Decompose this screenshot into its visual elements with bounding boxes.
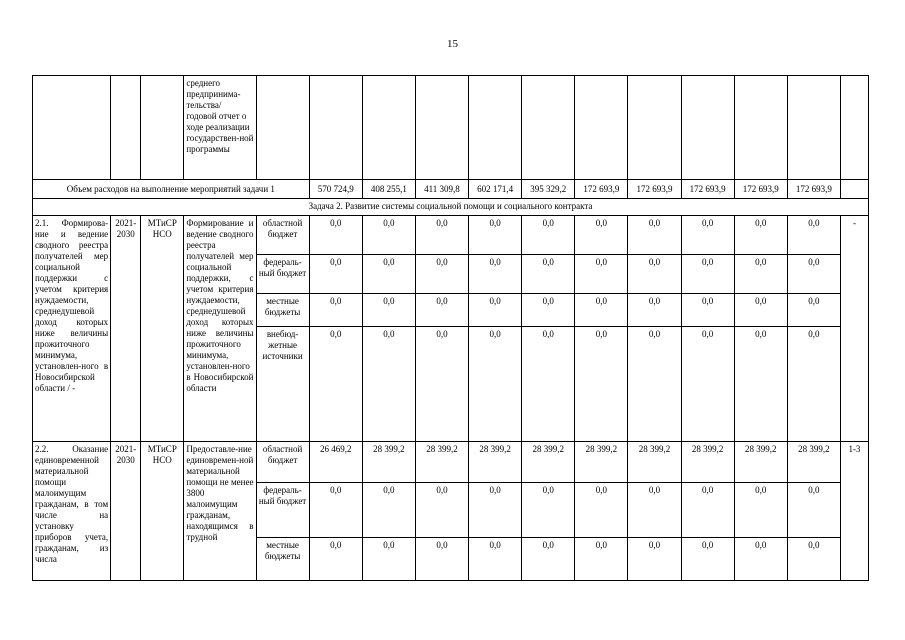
value-cell: 0,0 [469,538,522,581]
source-label: областной бюджет [256,216,309,255]
value-cell: 0,0 [522,255,575,294]
value-cell: 172 693,9 [575,180,628,199]
task-2-title: Задача 2. Развитие системы социальной помощи и социального контракта [33,199,869,216]
value-cell: 0,0 [787,216,840,255]
task-2-row [33,199,869,216]
item-2-2-description: Предоставле-ние единовремен-ной материальной помощи не менее 3800 малоимущим гражданам, находящимся в трудной [184,442,256,581]
target-indicator: 1-3 [840,442,868,581]
value-cell: 28 399,2 [415,442,468,483]
table-row [33,442,869,483]
value-cell: 0,0 [469,255,522,294]
value-cell: 0,0 [734,538,787,581]
table-row [33,76,869,180]
page-number: 15 [447,38,458,50]
value-cell: 602 171,4 [469,180,522,199]
value-cell: 28 399,2 [734,442,787,483]
value-cell: 0,0 [309,483,362,538]
value-cell: 28 399,2 [787,442,840,483]
value-cell: 0,0 [362,255,415,294]
value-cell: 0,0 [362,538,415,581]
value-cell: 172 693,9 [734,180,787,199]
value-cell: 28 399,2 [522,442,575,483]
value-cell: 0,0 [681,294,734,327]
item-2-2-period: 2021-2030 [111,442,141,581]
value-cell: 0,0 [362,327,415,442]
source-label: местные бюджеты [256,538,309,581]
value-cell: 395 329,2 [522,180,575,199]
value-cell: 0,0 [734,327,787,442]
value-cell: 0,0 [575,483,628,538]
value-cell: 408 255,1 [362,180,415,199]
value-cell: 0,0 [309,294,362,327]
value-cell: 0,0 [628,483,681,538]
value-cell: 0,0 [309,216,362,255]
value-cell: 0,0 [681,216,734,255]
value-cell: 0,0 [469,294,522,327]
value-cell: 28 399,2 [362,442,415,483]
item-2-1-name: 2.1. Формирова-ние и ведение сводного реестра получателей мер социальной поддержки с учетом критерия нуждаемости, среднедушевой доход которых ниже величины прожиточного минимума, установлен-ного в Новосибирской области / - [33,216,111,442]
value-cell: 0,0 [575,255,628,294]
value-cell: 0,0 [522,216,575,255]
value-cell: 172 693,9 [787,180,840,199]
value-cell: 0,0 [787,538,840,581]
source-label: федераль-ный бюджет [256,255,309,294]
item-2-2-executor: МТиСР НСО [141,442,184,581]
value-cell: 0,0 [575,294,628,327]
value-cell: 0,0 [628,216,681,255]
value-cell: 0,0 [681,483,734,538]
value-cell: 0,0 [734,255,787,294]
value-cell: 0,0 [734,483,787,538]
value-cell: 28 399,2 [575,442,628,483]
value-cell: 0,0 [734,294,787,327]
source-label: внебюд-жетные источники [256,327,309,442]
value-cell: 0,0 [628,294,681,327]
value-cell: 172 693,9 [628,180,681,199]
value-cell: 0,0 [575,538,628,581]
value-cell: 0,0 [575,327,628,442]
value-cell: 0,0 [415,327,468,442]
value-cell: 0,0 [362,216,415,255]
value-cell: 172 693,9 [681,180,734,199]
value-cell: 0,0 [681,255,734,294]
value-cell: 0,0 [469,483,522,538]
value-cell: 0,0 [469,327,522,442]
value-cell: 0,0 [734,216,787,255]
value-cell: 0,0 [415,255,468,294]
value-cell: 0,0 [309,538,362,581]
value-cell: 0,0 [415,483,468,538]
program-table [32,75,869,581]
total-row [33,180,869,199]
value-cell: 0,0 [787,327,840,442]
value-cell: 0,0 [309,255,362,294]
value-cell: 0,0 [787,294,840,327]
value-cell: 0,0 [575,216,628,255]
value-cell: 0,0 [522,294,575,327]
top-row-description: среднего предпринима-тельства/ годовой отчет о ходе реализации государствен-ной программы [184,76,256,180]
value-cell: 0,0 [681,538,734,581]
value-cell: 0,0 [309,327,362,442]
table-row [33,216,869,255]
value-cell: 28 399,2 [681,442,734,483]
value-cell: 28 399,2 [628,442,681,483]
value-cell: 0,0 [522,538,575,581]
value-cell: 0,0 [415,294,468,327]
source-label: местные бюджеты [256,294,309,327]
source-label: федераль-ный бюджет [256,483,309,538]
value-cell: 0,0 [522,327,575,442]
item-2-1-period: 2021-2030 [111,216,141,442]
value-cell: 0,0 [628,255,681,294]
item-2-1-description: Формирование и ведение сводного реестра получателей мер социальной поддержки, с учетом критерия нуждаемости, среднедушевой доход которых ниже величины прожиточного минимума, установлен-ного в Новосибирской области [184,216,256,442]
item-2-2-name: 2.2. Оказание единовременной материальной помощи малоимущим гражданам, в том числе на установку приборов учета, гражданам, из числа [33,442,111,581]
total-row-label: Объем расходов на выполнение мероприятий задачи 1 [33,180,310,199]
value-cell: 0,0 [628,327,681,442]
value-cell: 0,0 [469,216,522,255]
value-cell: 0,0 [415,538,468,581]
value-cell: 570 724,9 [309,180,362,199]
source-label: областной бюджет [256,442,309,483]
value-cell: 0,0 [362,294,415,327]
target-indicator: - [840,216,868,442]
value-cell: 28 399,2 [469,442,522,483]
value-cell: 0,0 [681,327,734,442]
value-cell: 0,0 [415,216,468,255]
value-cell: 0,0 [362,483,415,538]
value-cell: 0,0 [522,483,575,538]
value-cell: 411 309,8 [415,180,468,199]
value-cell: 0,0 [787,255,840,294]
value-cell: 0,0 [628,538,681,581]
value-cell: 0,0 [787,483,840,538]
item-2-1-executor: МТиСР НСО [141,216,184,442]
value-cell: 26 469,2 [309,442,362,483]
